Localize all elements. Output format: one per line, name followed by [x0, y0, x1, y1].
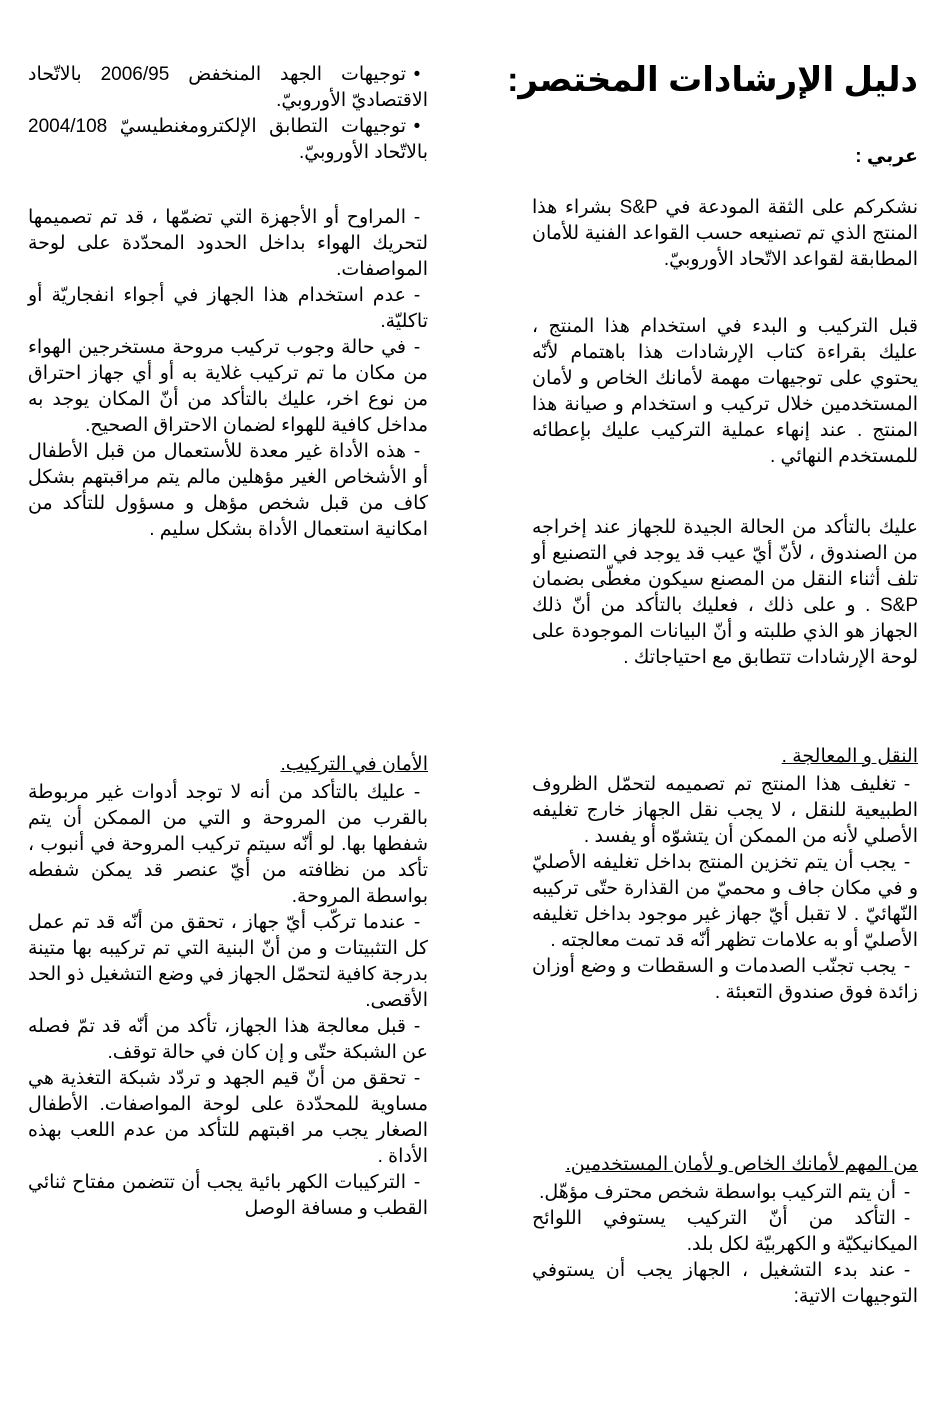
- dash-icon: -: [903, 1182, 911, 1203]
- bullet-icon: •: [413, 64, 421, 85]
- list-item: -في حالة وجوب تركيب مروحة مستخرجين الهواء من مكان ما تم تركيب غلاية به أو أي جهاز احتراق من نوع اخر، عليك بالتأكد من أنّ المكان يوجد به مداخل كافية للهواء لضمان الاحتراق الصحيح.: [28, 337, 428, 436]
- list-item: -التأكد من أنّ التركيب يستوفي اللوائح الميكانيكيّة و الكهربيّة لكل بلد.: [532, 1208, 918, 1255]
- dash-icon: -: [413, 441, 421, 462]
- list-item: -أن يتم التركيب بواسطة شخص محترف مؤهّل.: [532, 1180, 918, 1206]
- dash-icon: -: [413, 337, 421, 358]
- list-item: -تحقق من أنّ قيم الجهد و تردّد شبكة التغذية هي مساوية للمحدّدة على لوحة المواصفات. الأطفال الصغار يجب مر اقبتهم للتأكد من عدم اللعب بهذه الأداة .: [28, 1068, 428, 1167]
- list-item: -يجب أن يتم تخزين المنتج بداخل تغليفه الأصليّ و في مكان جاف و محميّ من القذارة حتّى تركيبه النّهائيّ . لا تقبل أيّ جهاز غير موجود بداخل تغليفه الأصليّ أو به علامات تظهر أنّه قد تمت معالجته .: [532, 852, 918, 951]
- install-list: [28, 780, 428, 1222]
- dash-icon: -: [413, 285, 421, 306]
- list-item: -هذه الأداة غير معدة للأستعمال من قبل الأطفال أو الأشخاص الغير مؤهلين مالم يتم مراقبتهم بشكل كاف من قبل شخص مؤهل و مسؤول للتأكد من امكانية استعمال الأداة بشكل سليم .: [28, 441, 428, 540]
- dash-icon: -: [413, 207, 421, 228]
- general-list: [28, 205, 428, 543]
- bullet-icon: •: [413, 116, 421, 137]
- dash-icon: -: [413, 912, 421, 933]
- list-item: -عند بدء التشغيل ، الجهاز يجب أن يستوفي التوجيهات الاتية:: [532, 1260, 918, 1307]
- list-item: -عندما تركّب أيّ جهاز ، تحقق من أنّه قد تم عمل كل التثبيتات و من أنّ البنية التي تم تركيبه بها متينة بدرجة كافية لتحمّل الجهاز في وضع التشغيل ذو الحد الأقصى.: [28, 912, 428, 1011]
- dash-icon: -: [413, 782, 421, 803]
- list-item: -التركيبات الكهر بائية يجب أن تتضمن مفتاح ثنائي القطب و مسافة الوصل: [28, 1172, 428, 1219]
- install-heading: الأمان في التركيب.: [280, 754, 428, 775]
- list-item: •توجيهات الجهد المنخفض 2006/95 بالاتّحاد الاقتصاديّ الأوروبيّ.: [28, 64, 428, 111]
- list-item: -المراوح أو الأجهزة التي تضمّها ، قد تم تصميمها لتحريك الهواء بداخل الحدود المحدّدة على لوحة المواصفات.: [28, 207, 428, 280]
- language-label: عربي :: [855, 146, 918, 167]
- intro-paragraph-3: عليك بالتأكد من الحالة الجيدة للجهاز عند إخراجه من الصندوق ، لأنّ أيّ عيب قد يوجد في التصنيع أو تلف أثناء النقل من المصنع سيكون مغطّى بضمان S&P . و على ذلك ، فعليك بالتأكد من أنّ ذلك الجهاز هو الذي طلبته و أنّ البيانات الموجودة على لوحة الإرشادات تتطابق مع احتياجاتك .: [532, 517, 918, 668]
- dash-icon: -: [413, 1068, 421, 1089]
- dash-icon: -: [903, 774, 911, 795]
- safety-list: [532, 1180, 918, 1310]
- dash-icon: -: [413, 1172, 421, 1193]
- list-item: -قبل معالجة هذا الجهاز، تأكد من أنّه قد تمّ فصله عن الشبكة حتّى و إن كان في حالة توقف.: [28, 1016, 428, 1063]
- intro-paragraph-2: قبل التركيب و البدء في استخدام هذا المنتج ، عليك بقراءة كتاب الإرشادات هذا باهتمام لأنّه يحتوي على توجيهات مهمة لأمانك الخاص و لأمان المستخدمين خلال تركيب و استخدام و صيانة هذا المنتج . عند إنهاء عملية التركيب عليك بإعطائه للمستخدم النهائي .: [532, 316, 918, 467]
- document-title: دليل الإرشادات المختصر:: [507, 61, 918, 99]
- safety-heading: من المهم لأمانك الخاص و لأمان المستخدمين.: [565, 1154, 918, 1175]
- dash-icon: -: [903, 852, 911, 873]
- directives-list: [28, 62, 428, 166]
- list-item: -يجب تجنّب الصدمات و السقطات و وضع أوزان زائدة فوق صندوق التعبئة .: [532, 956, 918, 1003]
- list-item: -عليك بالتأكد من أنه لا توجد أدوات غير مربوطة بالقرب من المروحة و التي من الممكن أن يتم شفطها بها. لو أنّه سيتم تركيب المروحة في أنبوب ، تأكد من نظافته من أيّ عنصر قد يمكن شفطه بواسطة المروحة.: [28, 782, 428, 907]
- transport-list: [532, 772, 918, 1006]
- dash-icon: -: [903, 1208, 911, 1229]
- dash-icon: -: [903, 956, 911, 977]
- transport-heading: النقل و المعالجة .: [781, 746, 918, 767]
- dash-icon: -: [413, 1016, 421, 1037]
- list-item: -تغليف هذا المنتج تم تصميمه لتحمّل الظروف الطبيعية للنقل ، لا يجب نقل الجهاز خارج تغليفه الأصلي لأنه من الممكن أن يتشوّه أو يفسد .: [532, 774, 918, 847]
- dash-icon: -: [903, 1260, 911, 1281]
- intro-paragraph-1: نشكركم على الثقة المودعة في S&P بشراء هذا المنتج الذي تم تصنيعه حسب القواعد الفنية للأمان المطابقة لقواعد الاتّحاد الأوروبيّ.: [532, 197, 918, 270]
- list-item: •توجيهات التطابق الإلكترومغنطيسيّ 2004/108 بالاتّحاد الأوروبيّ.: [28, 116, 428, 163]
- list-item: -عدم استخدام هذا الجهاز في أجواء انفجاريّة أو تاكليّة.: [28, 285, 428, 332]
